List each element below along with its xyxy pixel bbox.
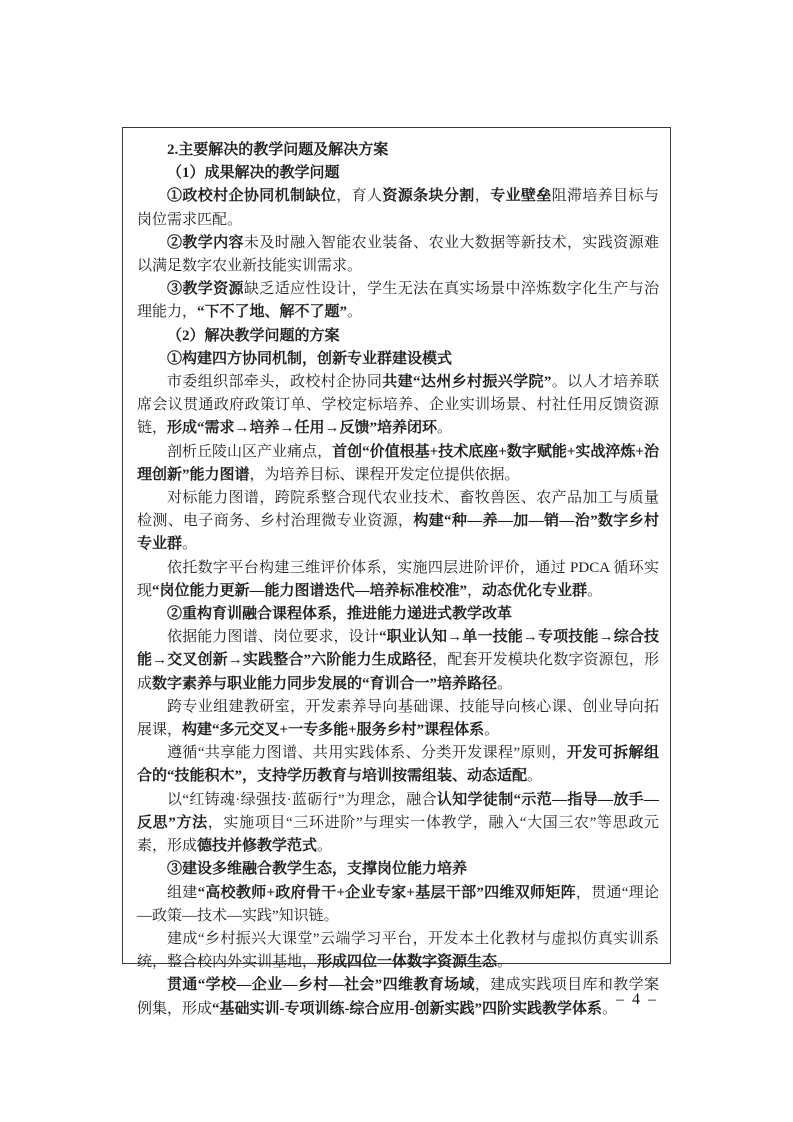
text-run: 对标能力图谱，跨院系整合现代农业技术、畜牧兽医、农产品加工与质量检测、电子商务、乡村治理微专业资源， <box>137 490 659 530</box>
solution-2-p3 <box>137 742 659 788</box>
solution-1-p4 <box>137 557 659 603</box>
bold-text-run: 专业壁垒 <box>490 188 552 205</box>
text-run: 建成“乡村振兴大课堂”云端学习平台，开发本土化教材与虚拟仿真实训系统，整合校内外实训基地， <box>137 930 659 971</box>
text-run: ，实施项目“三环进阶”与理实一体教学，融入“大国三农”等思政元素，形成 <box>137 814 659 855</box>
text-run: 以“红铸魂·绿强技·蓝砺行”为理念，融合 <box>167 791 437 808</box>
bold-text-run: “基础实训-专项训练-综合应用-创新实践”四阶实践教学体系 <box>212 1000 603 1017</box>
bold-text-run: 动态优化专业群 <box>482 582 588 599</box>
page-number: – 4 – <box>616 991 658 1008</box>
bold-text-run: “下不了地、解不了题” <box>197 304 348 321</box>
problem-1 <box>137 185 659 231</box>
text-run: 。 <box>182 536 198 553</box>
text-run: 。 <box>484 722 500 739</box>
text-run: 。 <box>587 582 603 599</box>
bold-text-run: ①构建四方协同机制，创新专业群建设模式 <box>167 350 453 367</box>
bold-text-run: ②教学内容 <box>167 234 244 251</box>
solution-2-p1 <box>137 626 659 696</box>
text-run: ， <box>467 582 483 599</box>
bold-text-run: 构建“多元交叉+一专多能+服务乡村”课程体系 <box>182 722 485 739</box>
text-run: 阻滞培养目标与岗位需求匹配。 <box>137 188 659 228</box>
text-run: 依托数字平台构建三维评价体系，实施四层进阶评价，通过 PDCA 循环实现 <box>137 559 659 599</box>
solution-3-p2 <box>137 928 659 974</box>
text-run: 跨专业组建教研室，开发素养导向基础课、技能导向核心课、创业导向拓展课， <box>137 698 659 739</box>
bold-text-run: ②重构育训融合课程体系，推进能力递进式教学改革 <box>167 606 513 623</box>
text-run: ， <box>474 188 491 205</box>
text-run: 依据能力图谱、岗位要求，设计 <box>167 629 379 646</box>
solutions-heading <box>137 325 659 348</box>
bold-text-run: ③建设多维融合教学生态，支撑岗位能力培养 <box>167 861 468 878</box>
problems-heading <box>137 162 659 185</box>
bold-text-run: 开发可拆解组合的“技能积木”，支持学历教育与培训按需组装、动态适配 <box>137 745 659 785</box>
text-run: 剖析丘陵山区产业痛点， <box>167 443 333 460</box>
text-run: ，贯通“理论—政策—技术—实践”知识链。 <box>137 884 659 924</box>
document-border-box <box>122 127 671 1017</box>
bold-text-run: （2）解决教学问题的方案 <box>167 327 340 344</box>
document-content <box>137 139 659 1021</box>
solution-2-p2 <box>137 696 659 742</box>
text-run: ，配套开发模块化数字资源包，形成 <box>137 652 659 692</box>
bold-text-run: 德技并修教学范式 <box>197 838 318 855</box>
solution-3-p3 <box>137 974 659 1020</box>
text-run: 。 <box>317 838 333 855</box>
solution-1-heading <box>137 348 659 371</box>
bold-text-run: 资源条块分割 <box>382 188 475 205</box>
bold-text-run: 数字素养与职业能力同步发展的“育训合一”培养路径 <box>152 675 498 692</box>
bold-text-run: 贯通“学校—企业—乡村—社会”四维教育场域 <box>167 977 475 994</box>
bold-text-run: 认知学徒制“示范—指导—放手—反思”方法 <box>137 791 659 831</box>
bold-text-run: 2.主要解决的教学问题及解决方案 <box>167 142 389 158</box>
bold-text-run: “岗位能力更新—能力图谱迭代—培养标准校准” <box>152 582 468 599</box>
text-run: 组建 <box>167 884 198 901</box>
bold-text-run: “职业认知→单一技能→专项技能→综合技能→交叉创新→实践整合”六阶能力生成路径 <box>137 629 659 669</box>
problem-3 <box>137 278 659 324</box>
bold-text-run: 共建“达州乡村振兴学院” <box>382 374 552 391</box>
solution-1-p2 <box>137 441 659 487</box>
bold-text-run: 形成“需求→培养→任用→反馈”培养闭环 <box>167 420 438 437</box>
section-heading <box>137 139 659 162</box>
solution-2-heading <box>137 603 659 626</box>
text-run: 未及时融入智能农业装备、农业大数据等新技术，实践资源难以满足数字农业新技能实训需求。 <box>137 234 659 275</box>
bold-text-run: 首创“价值根基+技术底座+数字赋能+实战淬炼+治理创新”能力图谱 <box>137 443 659 483</box>
bold-text-run: 构建“种—养—加—销—治”数字乡村专业群 <box>137 513 659 553</box>
text-run: 。 <box>347 304 363 321</box>
problem-2 <box>137 232 659 278</box>
text-run: 。 <box>527 768 543 785</box>
text-run: 遵循“共享能力图谱、共用实践体系、分类开发课程”原则， <box>167 745 567 762</box>
text-run: ，育人 <box>336 188 383 205</box>
solution-3-heading <box>137 858 659 881</box>
solution-3-p1 <box>137 882 659 928</box>
bold-text-run: 形成四位一体数字资源生态 <box>317 954 498 971</box>
bold-text-run: ①政校村企协同机制缺位 <box>167 188 337 205</box>
bold-text-run: “高校教师+政府骨干+企业专家+基层干部”四维双师矩阵 <box>197 884 576 901</box>
bold-text-run: ③教学资源 <box>167 281 244 298</box>
text-run: ，建成实践项目库和教学案例集，形成 <box>137 977 659 1017</box>
text-run: 。 <box>602 1000 618 1017</box>
text-run: 。以人才培养联席会议贯通政府政策订单、学校定标培养、企业实训场景、村社任用反馈资源链， <box>137 374 659 437</box>
solution-2-p4 <box>137 789 659 859</box>
text-run: 。 <box>437 420 453 437</box>
bold-text-run: （1）成果解决的教学问题 <box>167 165 340 182</box>
text-run: 市委组织部牵头，政校村企协同 <box>167 374 383 391</box>
text-run: ，为培养目标、课程开发定位提供依据。 <box>249 466 520 483</box>
solution-1-p3 <box>137 487 659 557</box>
solution-1-p1 <box>137 371 659 441</box>
text-run: 。 <box>497 675 513 692</box>
text-run: 缺乏适应性设计，学生无法在真实场景中淬炼数字化生产与治理能力， <box>137 281 659 321</box>
text-run: 。 <box>497 954 513 971</box>
